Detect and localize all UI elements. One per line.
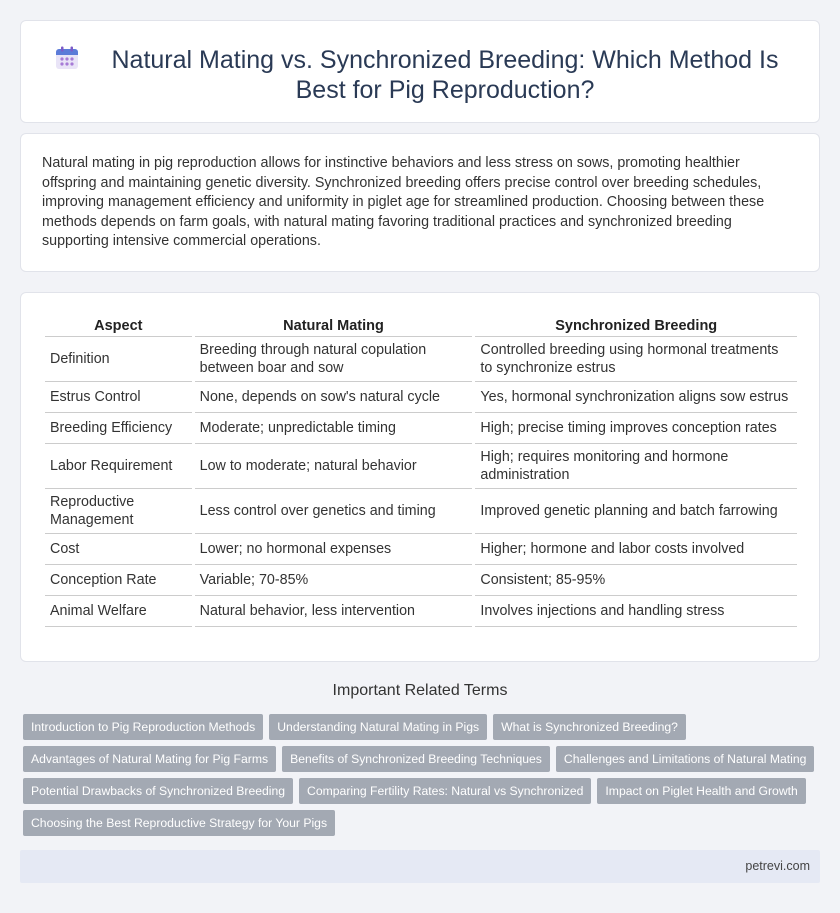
table-cell-synchronized: High; precise timing improves conception rates: [475, 413, 797, 444]
table-row: [45, 489, 797, 534]
table-cell-aspect: Definition: [45, 337, 192, 382]
table-cell-aspect: Reproductive Management: [45, 489, 192, 534]
table-cell-natural: None, depends on sow's natural cycle: [195, 382, 473, 413]
column-header-synchronized-breeding: Synchronized Breeding: [475, 315, 797, 337]
table-row: [45, 596, 797, 627]
table-cell-natural: Natural behavior, less intervention: [195, 596, 473, 627]
related-terms-heading: Important Related Terms: [332, 682, 508, 699]
table-cell-synchronized: Yes, hormonal synchronization aligns sow estrus: [475, 382, 797, 413]
table-cell-aspect: Breeding Efficiency: [45, 413, 192, 444]
table-cell-natural: Lower; no hormonal expenses: [195, 534, 473, 565]
table-cell-natural: Variable; 70-85%: [195, 565, 473, 596]
table-cell-synchronized: High; requires monitoring and hormone administration: [475, 444, 797, 489]
table-cell-synchronized: Higher; hormone and labor costs involved: [475, 534, 797, 565]
related-term-tag[interactable]: Advantages of Natural Mating for Pig Farms: [23, 746, 276, 772]
table-cell-natural: Moderate; unpredictable timing: [195, 413, 473, 444]
table-cell-natural: Low to moderate; natural behavior: [195, 444, 473, 489]
table-cell-natural: Breeding through natural copulation between boar and sow: [195, 337, 473, 382]
table-row: [45, 565, 797, 596]
table-cell-aspect: Animal Welfare: [45, 596, 192, 627]
table-cell-aspect: Labor Requirement: [45, 444, 192, 489]
footer-site-link[interactable]: petrevi.com: [745, 859, 810, 873]
summary-text: Natural mating in pig reproduction allows for instinctive behaviors and less stress on sows, promoting healthier offspring and maintaining genetic diversity. Synchronized breeding offers precise control over breeding schedules, improving management efficiency and uniformity in piglet age for streamlined production. Choosing between these methods depends on farm goals, with natural mating favoring traditional practices and synchronized breeding supporting intensive commercial operations.: [42, 155, 765, 250]
related-term-tag[interactable]: Understanding Natural Mating in Pigs: [269, 714, 487, 740]
related-terms-list: [23, 714, 823, 836]
calendar-icon: [55, 46, 79, 70]
table-cell-synchronized: Improved genetic planning and batch farrowing: [475, 489, 797, 534]
related-term-tag[interactable]: Impact on Piglet Health and Growth: [597, 778, 805, 804]
table-row: [45, 444, 797, 489]
table-cell-synchronized: Consistent; 85-95%: [475, 565, 797, 596]
table-cell-synchronized: Controlled breeding using hormonal treatments to synchronize estrus: [475, 337, 797, 382]
table-cell-aspect: Cost: [45, 534, 192, 565]
related-term-tag[interactable]: What is Synchronized Breeding?: [493, 714, 686, 740]
table-row: [45, 382, 797, 413]
table-cell-aspect: Conception Rate: [45, 565, 192, 596]
footer: [20, 850, 820, 883]
column-header-aspect: Aspect: [45, 315, 192, 337]
table-cell-natural: Less control over genetics and timing: [195, 489, 473, 534]
related-term-tag[interactable]: Comparing Fertility Rates: Natural vs Synchronized: [299, 778, 591, 804]
table-cell-synchronized: Involves injections and handling stress: [475, 596, 797, 627]
related-term-tag[interactable]: Challenges and Limitations of Natural Mating: [556, 746, 815, 772]
comparison-table-card: [20, 292, 820, 662]
related-term-tag[interactable]: Potential Drawbacks of Synchronized Breeding: [23, 778, 293, 804]
table-cell-aspect: Estrus Control: [45, 382, 192, 413]
table-row: [45, 413, 797, 444]
table-header-row: [45, 315, 797, 337]
header-card: [20, 20, 820, 123]
summary-card: [20, 133, 820, 272]
comparison-table: [42, 315, 800, 627]
related-term-tag[interactable]: Choosing the Best Reproductive Strategy for Your Pigs: [23, 810, 335, 836]
table-row: [45, 337, 797, 382]
page-title: Natural Mating vs. Synchronized Breeding: Which Method Is Best for Pig Reproduction?: [111, 46, 779, 104]
column-header-natural-mating: Natural Mating: [195, 315, 473, 337]
related-term-tag[interactable]: Introduction to Pig Reproduction Methods: [23, 714, 263, 740]
related-term-tag[interactable]: Benefits of Synchronized Breeding Techniques: [282, 746, 550, 772]
table-row: [45, 534, 797, 565]
